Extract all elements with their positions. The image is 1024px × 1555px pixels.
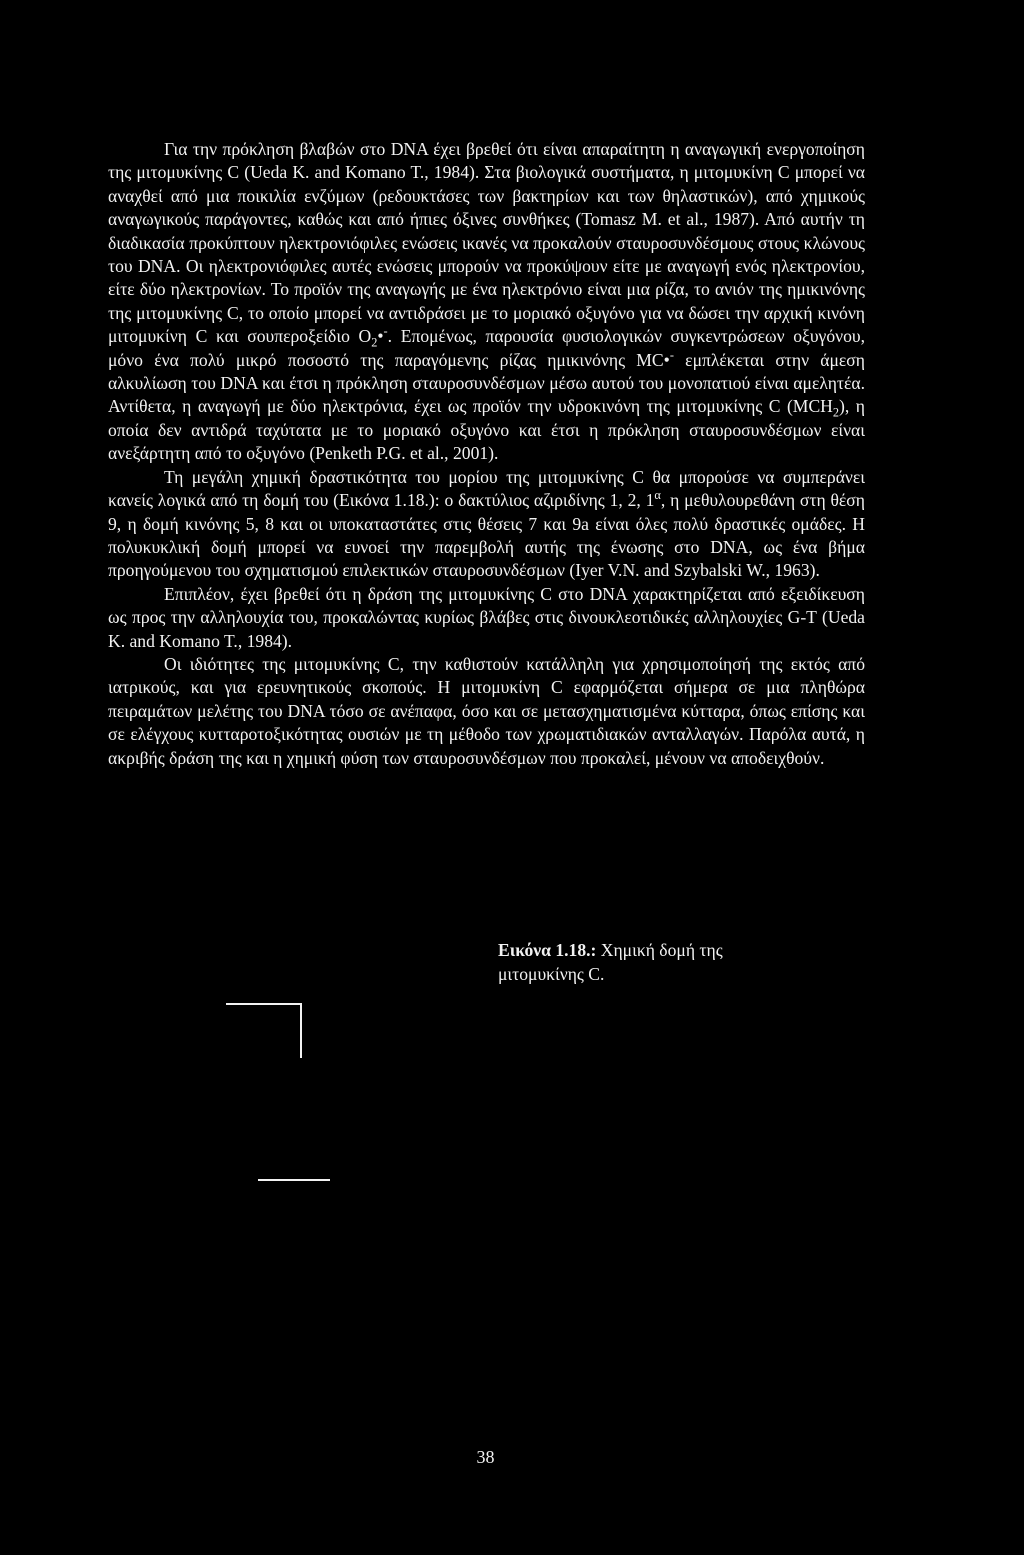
- paragraph: [108, 653, 865, 770]
- text-run: εμπλέκεται στην άμεση αλκυλίωση του DNA και έτσι η πρόκληση σταυροσυνδέσμων μέσω αυτού του μονοπατιού είναι αμελητέα. Αντίθετα, η αναγωγή με δύο ηλεκτρόνια, έχει ως προϊόν την υδροκινόνη της μιτομυκίνης C (MCH: [108, 349, 865, 417]
- text-run: Οι ιδιότητες της μιτομυκίνης C, την καθιστούν κατάλληλη για χρησιμοποίησή της εκτός από ιατρικούς, και για ερευνητικούς σκοπούς. Η μιτομυκίνη C εφαρμόζεται σήμερα σε μια πληθώρα πειραμάτων μελέτης του DNA τόσο σε ανέπαφα, όσο και σε μετασχηματισμένα κύτταρα, όπως επίσης και σε ελέγχους κυτταροτοξικότητας ουσιών με τη μέθοδο των χρωματιδιακών ανταλλαγών. Παρόλα αυτά, η ακριβής δράση της και η χημική φύση των σταυροσυνδέσμων που προκαλεί, μένουν να αποδειχθούν.: [108, 653, 865, 768]
- text-run: . Επομένως, παρουσία φυσιολογικών συγκεντρώσεων οξυγόνου, μόνο ένα πολύ μικρό ποσοστό της παραγόμενης ρίζας ημικινόνης MC•: [108, 326, 865, 370]
- text-run: , η μεθυλουρεθάνη στη θέση 9, η δομή κινόνης 5, 8 και οι υποκαταστάτες στις θέσεις 7 και 9a είναι όλες πολύ δραστικές ομάδες. Η πολυκυκλική δομή μπορεί να ευνοεί την παρεμβολή αυτής της ένωσης στο DNA, ως ένα βήμα προηγούμενου του σχηματισμού επιλεκτικών σταυροσυνδέσμων (Iyer V.N. and Szybalski W., 1963).: [108, 490, 865, 581]
- superscript: -: [383, 324, 388, 339]
- paragraph: [108, 583, 865, 653]
- paragraph: [108, 466, 865, 583]
- structure-bond-line: [258, 1179, 330, 1181]
- text-run: Για την πρόκληση βλαβών στο DNA έχει βρεθεί ότι είναι απαραίτητη η αναγωγική ενεργοποίηση της μιτομυκίνης C (Ueda K. and Komano T., 1984). Στα βιολογικά συστήματα, η μιτομυκίνη C μπορεί να αναχθεί από μια ποικιλία ενζύμων (ρεδουκτάσες των βακτηρίων και των θηλαστικών), από χημικούς αναγωγικούς παράγοντες, καθώς και από ήπιες όξινες συνθήκες (Tomasz M. et al., 1987). Από αυτήν τη διαδικασία προκύπτουν ηλεκτρονιόφιλες ενώσεις ικανές να προκαλούν σταυροσυνδέσμους στους κλώνους του DNA. Οι ηλεκτρονιόφιλες αυτές ενώσεις μπορούν να προκύψουν είτε με αναγωγή ενός ηλεκτρονίου, είτε δύο ηλεκτρονίων. Το προϊόν της αναγωγής με ένα ηλεκτρόνιο είναι μια ρίζα, το ανιόν της ημικινόνης της μιτομυκίνης C, το οποίο μπορεί να αντιδράσει με το μοριακό οξυγόνο για να δώσει την αρχική κινόνη μιτομυκίνη C και σουπεροξείδιο O: [108, 139, 865, 347]
- structure-bond-line: [226, 1003, 302, 1005]
- page-body: [108, 138, 865, 770]
- page-number: 38: [476, 1447, 495, 1467]
- text-run: Τη μεγάλη χημική δραστικότητα του μορίου της μιτομυκίνης C θα μπορούσε να συμπεράνει κανείς λογικά από τη δομή του (Εικόνα 1.18.): ο δακτύλιος αζιριδίνης 1, 2, 1: [108, 466, 865, 511]
- subscript: 2: [371, 335, 378, 350]
- text-run: ), η οποία δεν αντιδρά ταχύτατα με το μοριακό οξυγόνο και έτσι η πρόκληση σταυροσυνδέσμων είναι ανεξάρτητη από το οξυγόνο (Penketh P.G. et al., 2001).: [108, 396, 865, 464]
- superscript: -: [669, 347, 674, 362]
- superscript: α: [654, 488, 661, 503]
- text-run: •: [377, 326, 384, 347]
- figure-label: Εικόνα 1.18.:: [498, 940, 597, 960]
- figure-caption: [498, 938, 798, 986]
- subscript: 2: [832, 405, 840, 420]
- figure-caption-text: Χημική δομή της μιτομυκίνης C.: [498, 940, 723, 984]
- structure-bond-line: [300, 1003, 302, 1058]
- paragraph: [108, 138, 865, 466]
- text-run: Επιπλέον, έχει βρεθεί ότι η δράση της μιτομυκίνης C στο DNA χαρακτηρίζεται από εξειδίκευση ως προς την αλληλουχία του, προκαλώντας κυρίως βλάβες στις δινουκλεοτιδικές αλληλουχίες G-T (Ueda K. and Komano T., 1984).: [108, 583, 865, 651]
